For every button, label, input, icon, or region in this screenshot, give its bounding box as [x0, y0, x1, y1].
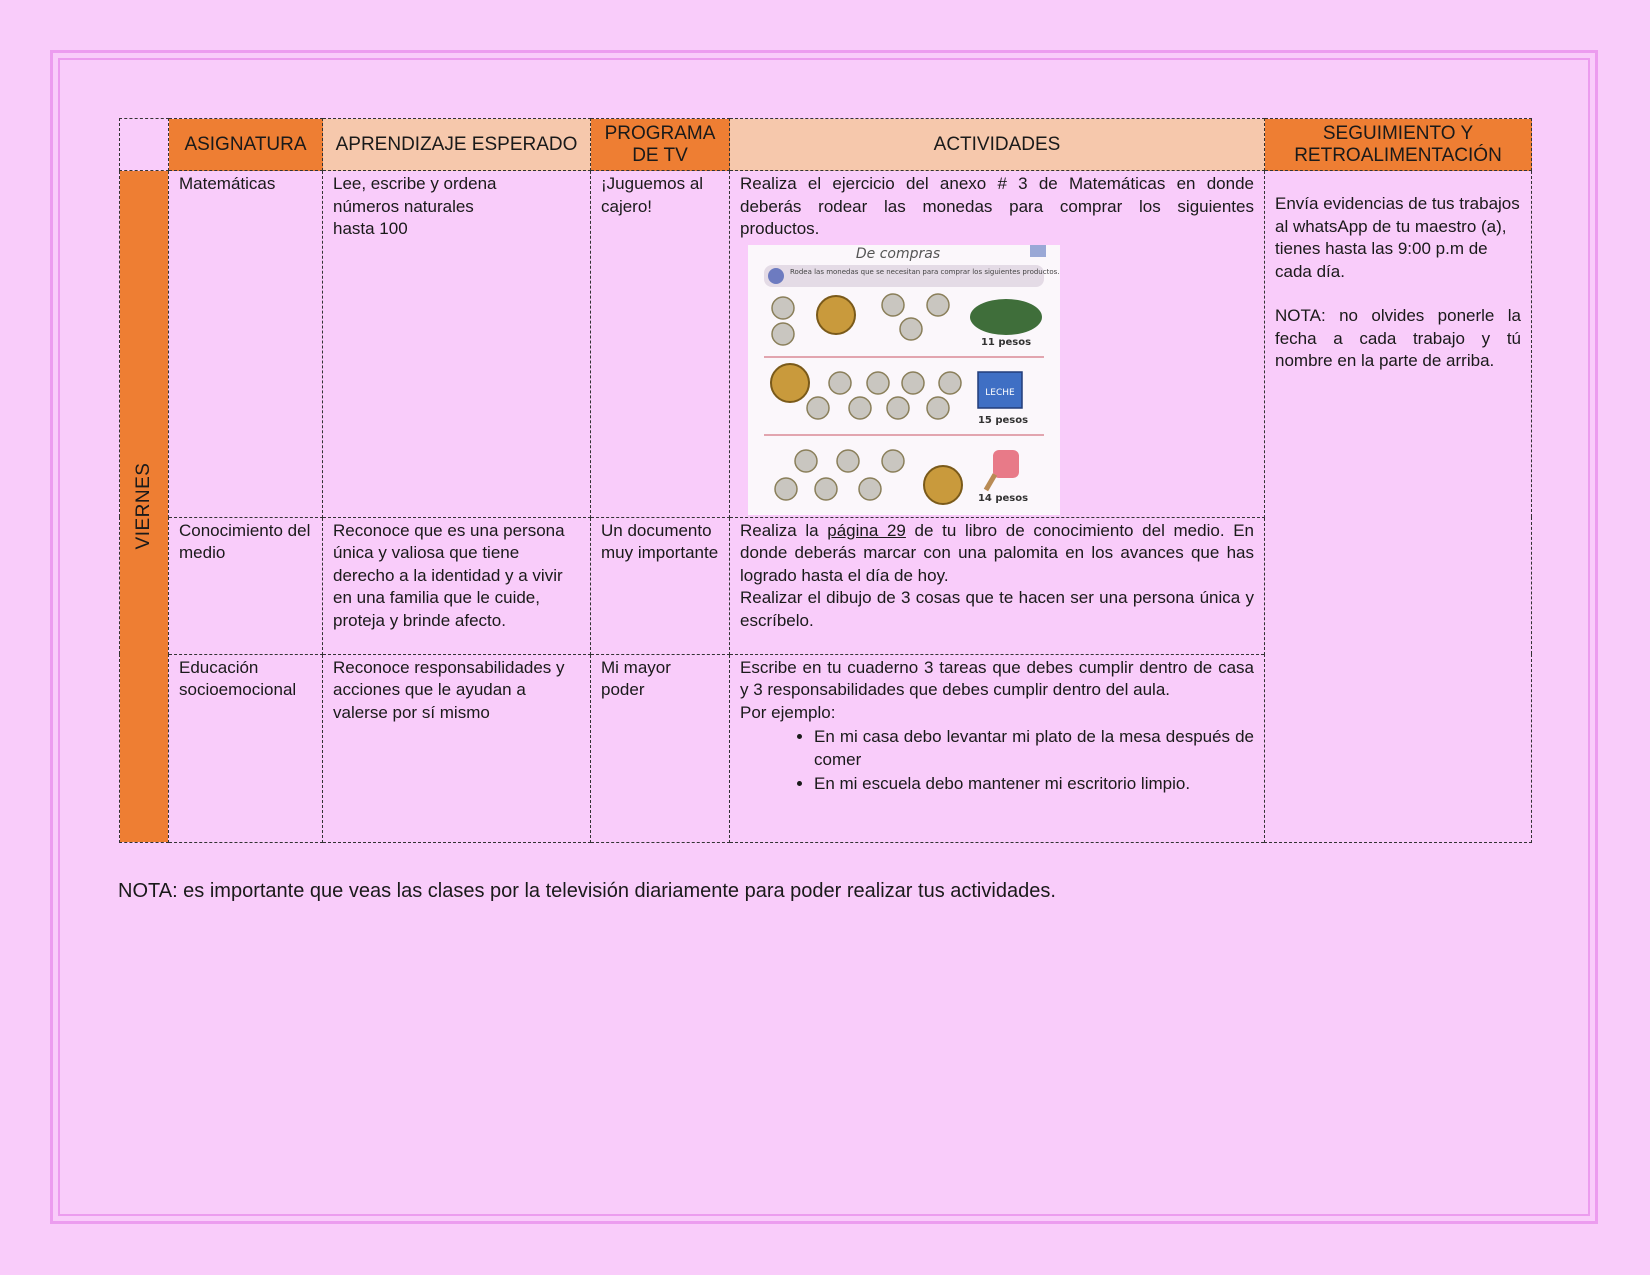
learning-cell: Reconoce que es una persona única y valiosa que tiene derecho a la identidad y a vivir en una familia que le cuide, proteja y brinde afecto. [323, 517, 591, 654]
header-activities: ACTIVIDADES [730, 119, 1265, 171]
subject-cell: Conocimiento del medio [169, 517, 323, 654]
footer-note: NOTA: es importante que veas las clases por la televisión diariamente para poder realizar tus actividades. [118, 880, 1056, 902]
program-cell: Un documento muy importante [591, 517, 730, 654]
activity-text: Escribe en tu cuaderno 3 tareas que debes cumplir dentro de casa y 3 responsabilidades que debes cumplir dentro del aula. [740, 657, 1254, 699]
activities-cell [730, 654, 1265, 842]
header-program: PROGRAMA DE TV [591, 119, 730, 171]
list-item: • En mi escuela debo mantener mi escritorio limpio. [814, 773, 1254, 796]
worksheet-title: De compras [855, 245, 941, 262]
subject-cell: Matemáticas [169, 171, 323, 518]
activities-cell [730, 171, 1265, 518]
subject-cell: Educación socioemocional [169, 654, 323, 842]
day-cell [120, 171, 169, 843]
activity-text: Realiza el ejercicio del anexo # 3 de Matemáticas en donde deberás rodear las monedas para comprar los siguientes productos. [740, 174, 1254, 238]
header-followup: SEGUIMIENTO Y RETROALIMENTACIÓN [1265, 119, 1532, 171]
page-link[interactable]: página 29 [827, 520, 906, 540]
header-learning: APRENDIZAJE ESPERADO [323, 119, 591, 171]
activities-cell [730, 517, 1265, 654]
box-label: LECHE [985, 387, 1015, 398]
price-label: 14 pesos [977, 492, 1029, 504]
activity-text-2: Realizar el dibujo de 3 cosas que te hacen ser una persona única y escríbelo. [740, 588, 1254, 630]
price-label: 15 pesos [977, 414, 1029, 426]
header-blank-cell [120, 119, 169, 171]
example-label: Por ejemplo: [740, 702, 836, 722]
learning-cell: Reconoce responsabilidades y acciones que le ayudan a valerse por sí mismo [323, 654, 591, 842]
learning-cell [323, 171, 591, 518]
lesson-plan-table [119, 118, 1532, 843]
followup-note: NOTA: no olvides ponerle la fecha a cada trabajo y tú nombre en la parte de arriba. [1275, 306, 1521, 370]
coins-worksheet-image [748, 245, 1060, 515]
learning-line: Lee, escribe y ordena [333, 174, 497, 193]
program-cell: ¡Juguemos al cajero! [591, 171, 730, 518]
worksheet-instruction: Rodea las monedas que se necesitan para comprar los siguientes productos. [790, 267, 1060, 276]
activity-text: Realiza la página 29 de tu libro de conocimiento del medio. En donde deberás marcar con una palomita en los avances que has logrado hasta el día de hoy. [740, 520, 1254, 585]
followup-cell [1265, 171, 1532, 843]
followup-text: Envía evidencias de tus trabajos al whatsApp de tu maestro (a), tienes hasta las 9:00 p.m de cada día. [1275, 194, 1520, 281]
table-row-matematicas [120, 171, 1532, 518]
program-cell: Mi mayor poder [591, 654, 730, 842]
learning-line: hasta 100 [333, 219, 408, 238]
price-label: 11 pesos [980, 336, 1032, 348]
day-label: VIERNES [132, 462, 154, 550]
learning-line: números naturales [333, 196, 474, 216]
header-subject: ASIGNATURA [169, 119, 323, 171]
list-item: • En mi casa debo levantar mi plato de la mesa después de comer [814, 726, 1254, 771]
header-row [120, 119, 1532, 171]
example-list [740, 726, 1254, 796]
